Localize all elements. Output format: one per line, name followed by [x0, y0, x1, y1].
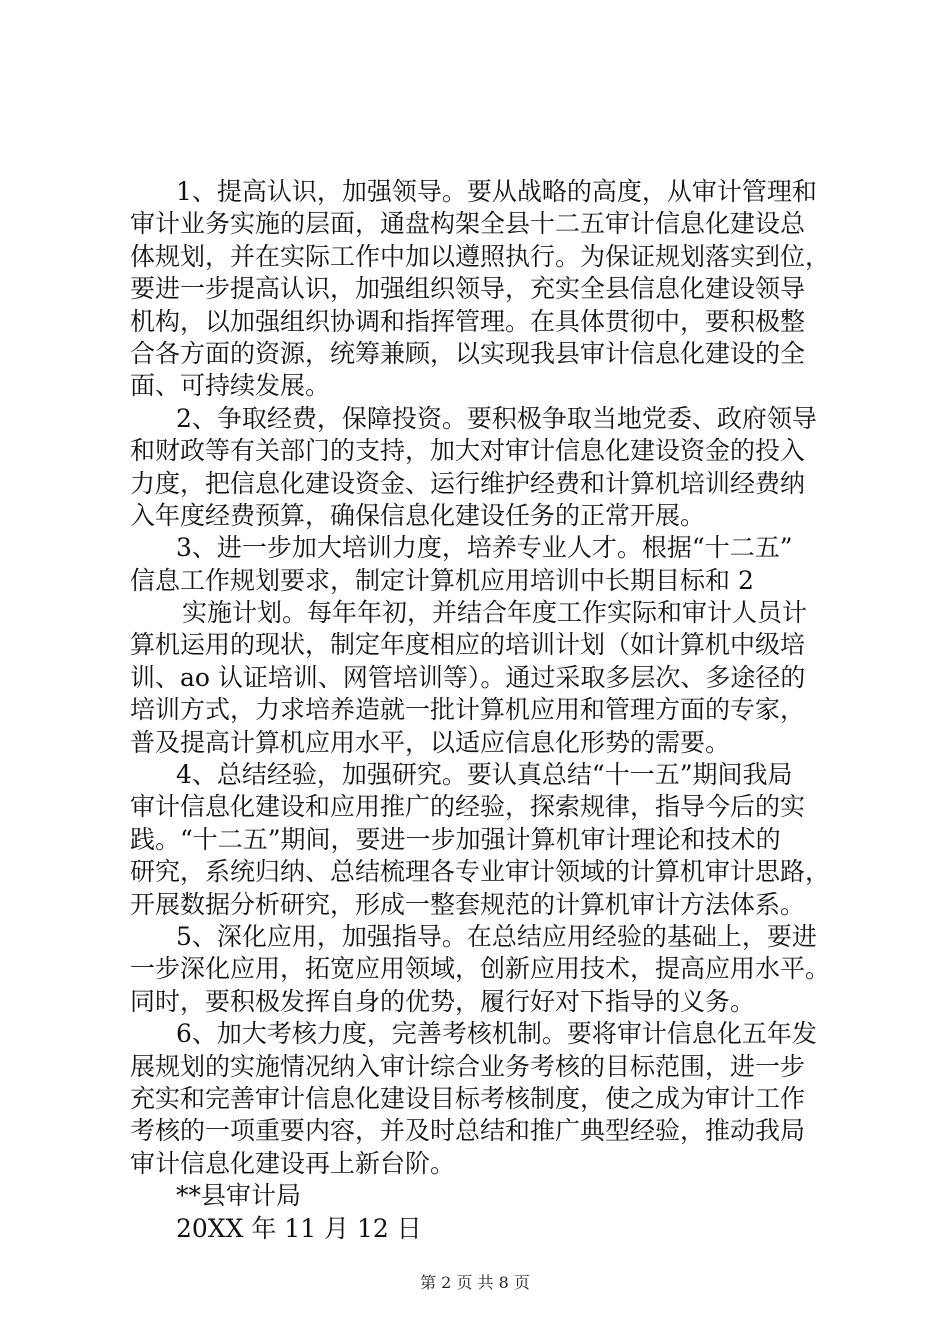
- document-line: 践。“十二五”期间，要进一步加强计算机审计理论和技术的: [130, 824, 781, 854]
- document-line: **县审计局: [176, 1181, 302, 1211]
- document-line: 机构，以加强组织协调和指挥管理。在具体贯彻中，要积极整: [130, 306, 806, 336]
- document-line: 6、加大考核力度，完善考核机制。要将审计信息化五年发: [176, 1019, 817, 1049]
- document-line: 要进一步提高认识，加强组织领导，充实全县信息化建设领导: [130, 274, 806, 304]
- document-line: 1、提高认识，加强领导。要从战略的高度，从审计管理和: [176, 177, 817, 206]
- document-line: 信息工作规划要求，制定计算机应用培训中长期目标和 2: [130, 565, 754, 595]
- document-line: 2、争取经费，保障投资。要积极争取当地党委、政府领导: [176, 403, 817, 433]
- document-line: 同时，要积极发挥自身的优势，履行好对下指导的义务。: [130, 986, 756, 1016]
- document-line: 合各方面的资源，统筹兼顾，以实现我县审计信息化建设的全: [130, 338, 806, 368]
- document-line: 研究，系统归纳、总结梳理各专业审计领域的计算机审计思路，: [130, 857, 831, 887]
- document-line: 4、总结经验，加强研究。要认真总结“十一五”期间我局: [176, 760, 793, 790]
- document-line: 审计信息化建设再上新台阶。: [130, 1148, 456, 1178]
- document-line: 培训方式，力求培养造就一批计算机应用和管理方面的专家，: [130, 695, 806, 725]
- document-line: 5、深化应用，加强指导。在总结应用经验的基础上，要进: [176, 921, 817, 951]
- document-line: 20XX 年 11 月 12 日: [176, 1213, 422, 1243]
- document-line: 面、可持续发展。: [130, 371, 331, 401]
- page-footer: 第 2 页 共 8 页: [420, 1273, 530, 1292]
- document-line: 训、ao 认证培训、网管培训等）。通过采取多层次、多途径的: [130, 662, 806, 692]
- document-line: 入年度经费预算，确保信息化建设任务的正常开展。: [130, 500, 706, 530]
- document-line: 实施计划。每年年初，并结合年度工作实际和审计人员计: [182, 598, 808, 628]
- document-line: 展规划的实施情况纳入审计综合业务考核的目标范围，进一步: [130, 1051, 806, 1081]
- document-line: 3、进一步加大培训力度，培养专业人才。根据“十二五”: [176, 533, 793, 563]
- document-body: [130, 176, 830, 1245]
- document-line: 考核的一项重要内容，并及时总结和推广典型经验，推动我局: [130, 1116, 806, 1146]
- document-line: 一步深化应用，拓宽应用领域，创新应用技术，提高应用水平。: [130, 954, 831, 984]
- document-line: 体规划，并在实际工作中加以遵照执行。为保证规划落实到位，: [130, 241, 831, 271]
- document-line: 算机运用的现状，制定年度相应的培训计划（如计算机中级培: [130, 630, 806, 660]
- document-line: 充实和完善审计信息化建设目标考核制度，使之成为审计工作: [130, 1083, 806, 1113]
- document-line: 审计信息化建设和应用推广的经验，探索规律，指导今后的实: [130, 792, 806, 822]
- document-line: 普及提高计算机应用水平，以适应信息化形势的需要。: [130, 727, 731, 757]
- document-line: 和财政等有关部门的支持，加大对审计信息化建设资金的投入: [130, 436, 806, 466]
- document-line: 开展数据分析研究，形成一整套规范的计算机审计方法体系。: [130, 889, 806, 919]
- document-line: 审计业务实施的层面，通盘构架全县十二五审计信息化建设总: [130, 209, 806, 239]
- document-line: 力度，把信息化建设资金、运行维护经费和计算机培训经费纳: [130, 468, 806, 498]
